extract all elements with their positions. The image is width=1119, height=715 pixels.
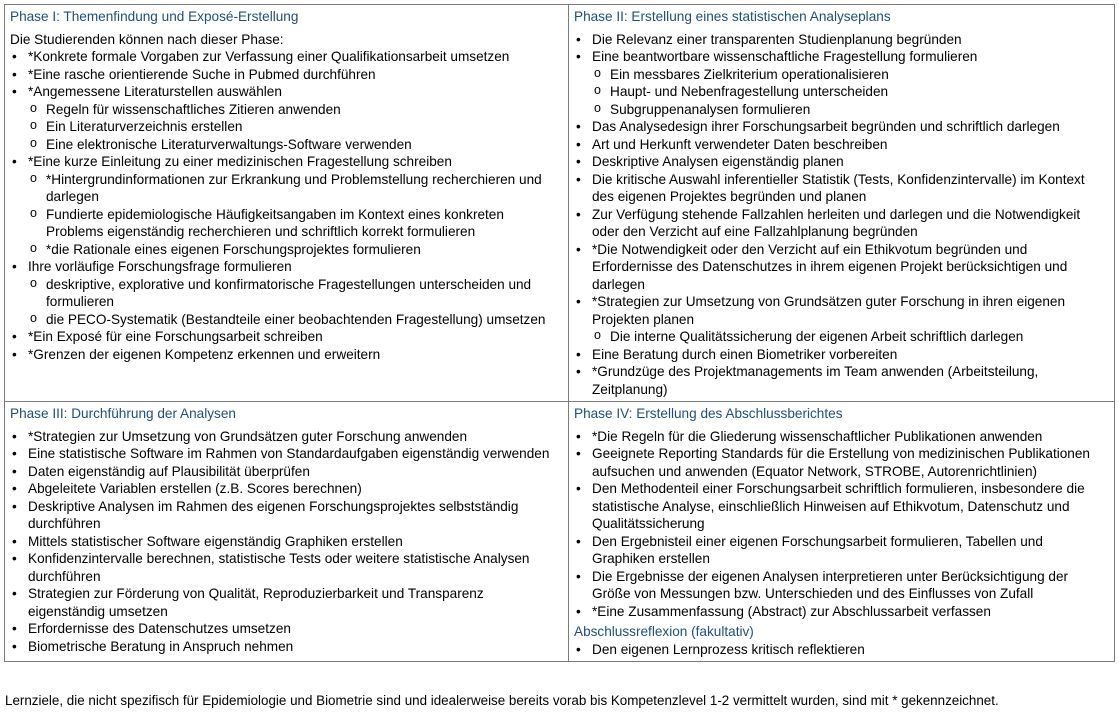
list-item: [10, 463, 563, 481]
list-item: [574, 445, 1109, 480]
list-item-text: Deskriptive Analysen eigenständig planen: [592, 154, 844, 169]
sub-list: [592, 66, 1109, 119]
reflection-title: Abschlussreflexion (fakultativ): [574, 624, 754, 639]
list-item: [574, 31, 1109, 49]
list-item: [574, 346, 1109, 364]
sub-list-item: o deskriptive, explorative und konfirmatorische Fragestellungen unterscheiden und formulieren: [28, 276, 563, 311]
list-item: [574, 363, 1109, 398]
list-item: [10, 328, 563, 346]
list-item-text: *Grenzen der eigenen Kompetenz erkennen und erweitern: [28, 346, 381, 362]
list-item-text: *Konkrete formale Vorgaben zur Verfassung einer Qualifikationsarbeit umsetzen: [28, 49, 510, 64]
list-item-text: *Eine Zusammenfassung (Abstract) zur Abschlussarbeit verfassen: [592, 603, 991, 619]
table-row-bottom: [5, 402, 1115, 662]
sub-list-item: o Eine elektronische Literaturverwaltungs-Software verwenden: [28, 136, 563, 154]
list-item: [574, 171, 1109, 206]
list-item-text: *Grundzüge des Projektmanagements im Team anwenden (Arbeitsteilung, Zeitplanung): [592, 364, 1039, 397]
list-item-text: Die kritische Auswahl inferentieller Statistik (Tests, Konfidenzintervalle) im Kontext des eigenen Projektes begründen und planen: [592, 171, 1085, 204]
phase3-list: [10, 428, 563, 656]
list-item: [574, 568, 1109, 603]
sub-list-item: o Fundierte epidemiologische Häufigkeitsangaben im Kontext eines konkreten Problems eigenständig recherchieren und schriftlich korrekt formulieren: [28, 206, 563, 241]
list-item: [574, 206, 1109, 241]
list-item: [10, 498, 563, 533]
table-row-top: [5, 5, 1115, 402]
sub-list-item: o Haupt- und Nebenfragestellung unterscheiden: [592, 83, 1109, 101]
list-item: [10, 153, 563, 258]
list-item-text: Die Ergebnisse der eigenen Analysen interpretieren unter Berücksichtigung der Größe von Messungen bzw. Unterschieden und des Einflusses von Zufall: [592, 568, 1069, 601]
list-item: [10, 533, 563, 551]
list-item-text: Mittels statistischer Software eigenständig Graphiken erstellen: [28, 533, 403, 549]
phase1-title: Phase I: Themenfindung und Exposé-Erstellung: [10, 9, 299, 24]
sub-list: [28, 276, 563, 329]
list-item-text: Konfidenzintervalle berechnen, statistische Tests oder weitere statistische Analysen durchführen: [28, 551, 530, 584]
list-item-text: *Eine rasche orientierende Suche in Pubmed durchführen: [28, 66, 376, 82]
list-item-text: Strategien zur Förderung von Qualität, Reproduzierbarkeit und Transparenz eigenständig umsetzen: [28, 586, 484, 619]
list-item-text: Eine statistische Software im Rahmen von Standardaufgaben eigenständig verwenden: [28, 446, 550, 461]
list-item: [574, 480, 1109, 533]
list-item: [574, 241, 1109, 294]
list-item: [574, 136, 1109, 154]
sub-list-item: o Ein Literaturverzeichnis erstellen: [28, 118, 563, 136]
sub-list-item: o Ein messbares Zielkriterium operationalisieren: [592, 66, 1109, 84]
list-item-text: *Strategien zur Umsetzung von Grundsätzen guter Forschung in ihren eigenen Projekten planen: [592, 294, 1066, 327]
list-item: [574, 153, 1109, 171]
sub-list: [28, 101, 563, 154]
phase2-cell: [569, 5, 1115, 402]
list-item: [10, 48, 563, 66]
sub-list-item: o Subgruppenanalysen formulieren: [592, 101, 1109, 119]
list-item-text: Eine Beratung durch einen Biometriker vorbereiten: [592, 346, 898, 362]
phase1-cell: [5, 5, 569, 402]
phase2-title: Phase II: Erstellung eines statistischen Analyseplans: [574, 9, 891, 24]
list-item: [10, 428, 563, 446]
list-item: • Den eigenen Lernprozess kritisch reflektieren: [574, 641, 1109, 659]
learning-objectives-table: [4, 4, 1115, 662]
sub-list-item: o die PECO-Systematik (Bestandteile einer beobachtenden Fragestellung) umsetzen: [28, 311, 563, 329]
list-item: [10, 445, 563, 463]
list-item: [574, 293, 1109, 346]
list-item-text: Den Ergebnisteil einer eigenen Forschungsarbeit formulieren, Tabellen und Graphiken erstellen: [592, 533, 1043, 566]
phase4-list: [574, 428, 1109, 621]
sub-list-item: o Regeln für wissenschaftliches Zitieren anwenden: [28, 101, 563, 119]
footnote: Lernziele, die nicht spezifisch für Epidemiologie und Biometrie sind und idealerweise bereits vorab bis Kompetenzlevel 1-2 vermittelt wurden, sind mit * gekennzeichnet.: [5, 693, 999, 708]
list-item-text: Abgeleitete Variablen erstellen (z.B. Scores berechnen): [28, 481, 362, 496]
list-item-text: *Strategien zur Umsetzung von Grundsätzen guter Forschung anwenden: [28, 428, 468, 444]
list-item-text: Ihre vorläufige Forschungsfrage formulieren: [28, 259, 292, 274]
list-item-text: Das Analysedesign ihrer Forschungsarbeit begründen und schriftlich darlegen: [592, 119, 1060, 134]
sub-list-item: o *Hintergrundinformationen zur Erkrankung und Problemstellung recherchieren und darlegen: [28, 171, 563, 206]
sub-list: [28, 171, 563, 259]
list-item: [574, 48, 1109, 118]
phase3-cell: [5, 402, 569, 662]
list-item: [574, 603, 1109, 621]
list-item-text: Den Methodenteil einer Forschungsarbeit schriftlich formulieren, insbesondere die statistische Analyse, einschließlich Hinweisen auf Ethikvotum, Datenschutz und Qualitätssicherung: [592, 481, 1085, 531]
list-item: [10, 83, 563, 153]
list-item-text: *Die Notwendigkeit oder den Verzicht auf ein Ethikvotum begründen und Erfordernisse des Datenschutzes in ihrem eigenen Projekt berücksichtigen und darlegen: [592, 241, 1068, 292]
list-item-text: *Ein Exposé für eine Forschungsarbeit schreiben: [28, 329, 323, 344]
list-item-text: Erfordernisse des Datenschutzes umsetzen: [28, 621, 291, 636]
list-item: [10, 620, 563, 638]
list-item: [574, 428, 1109, 446]
list-item-text: Daten eigenständig auf Plausibilität überprüfen: [28, 463, 310, 479]
list-item-text: Eine beantwortbare wissenschaftliche Fragestellung formulieren: [592, 49, 978, 64]
list-item: [574, 118, 1109, 136]
list-item: [10, 585, 563, 620]
list-item-text: *Die Regeln für die Gliederung wissenschaftlicher Publikationen anwenden: [592, 428, 1043, 444]
list-item: [10, 258, 563, 328]
list-item: [574, 533, 1109, 568]
reflection-list: [574, 641, 1109, 659]
list-item: [10, 550, 563, 585]
phase2-list: [574, 31, 1109, 399]
list-item: [10, 346, 563, 364]
list-item-text: *Angemessene Literaturstellen auswählen: [28, 84, 282, 99]
list-item: [10, 480, 563, 498]
sub-list-item: o Die interne Qualitätssicherung der eigenen Arbeit schriftlich darlegen: [592, 328, 1109, 346]
phase1-intro: Die Studierenden können nach dieser Phase:: [10, 31, 284, 47]
list-item: [10, 638, 563, 656]
list-item-text: *Eine kurze Einleitung zu einer medizinischen Fragestellung schreiben: [28, 154, 452, 169]
sub-list: [592, 328, 1109, 346]
phase4-cell: [569, 402, 1115, 662]
list-item-text: Die Relevanz einer transparenten Studienplanung begründen: [592, 31, 962, 47]
phase1-list: [10, 48, 563, 363]
sub-list-item: o *die Rationale eines eigenen Forschungsprojektes formulieren: [28, 241, 563, 259]
list-item-text: Geeignete Reporting Standards für die Erstellung von medizinischen Publikationen aufsuchen und anwenden (Equator Network, STROBE, Autorenrichtlinien): [592, 446, 1090, 479]
list-item-text: Biometrische Beratung in Anspruch nehmen: [28, 638, 294, 654]
list-item-text: Deskriptive Analysen im Rahmen des eigenen Forschungsprojektes selbstständig durchführen: [28, 498, 519, 531]
phase3-title: Phase III: Durchführung der Analysen: [10, 406, 236, 421]
list-item-text: Art und Herkunft verwendeter Daten beschreiben: [592, 136, 888, 152]
phase4-title: Phase IV: Erstellung des Abschlussberichtes: [574, 406, 843, 421]
list-item-text: Zur Verfügung stehende Fallzahlen herleiten und darlegen und die Notwendigkeit oder den Verzicht auf eine Fallzahlplanung begründen: [592, 206, 1081, 239]
list-item: [10, 66, 563, 84]
